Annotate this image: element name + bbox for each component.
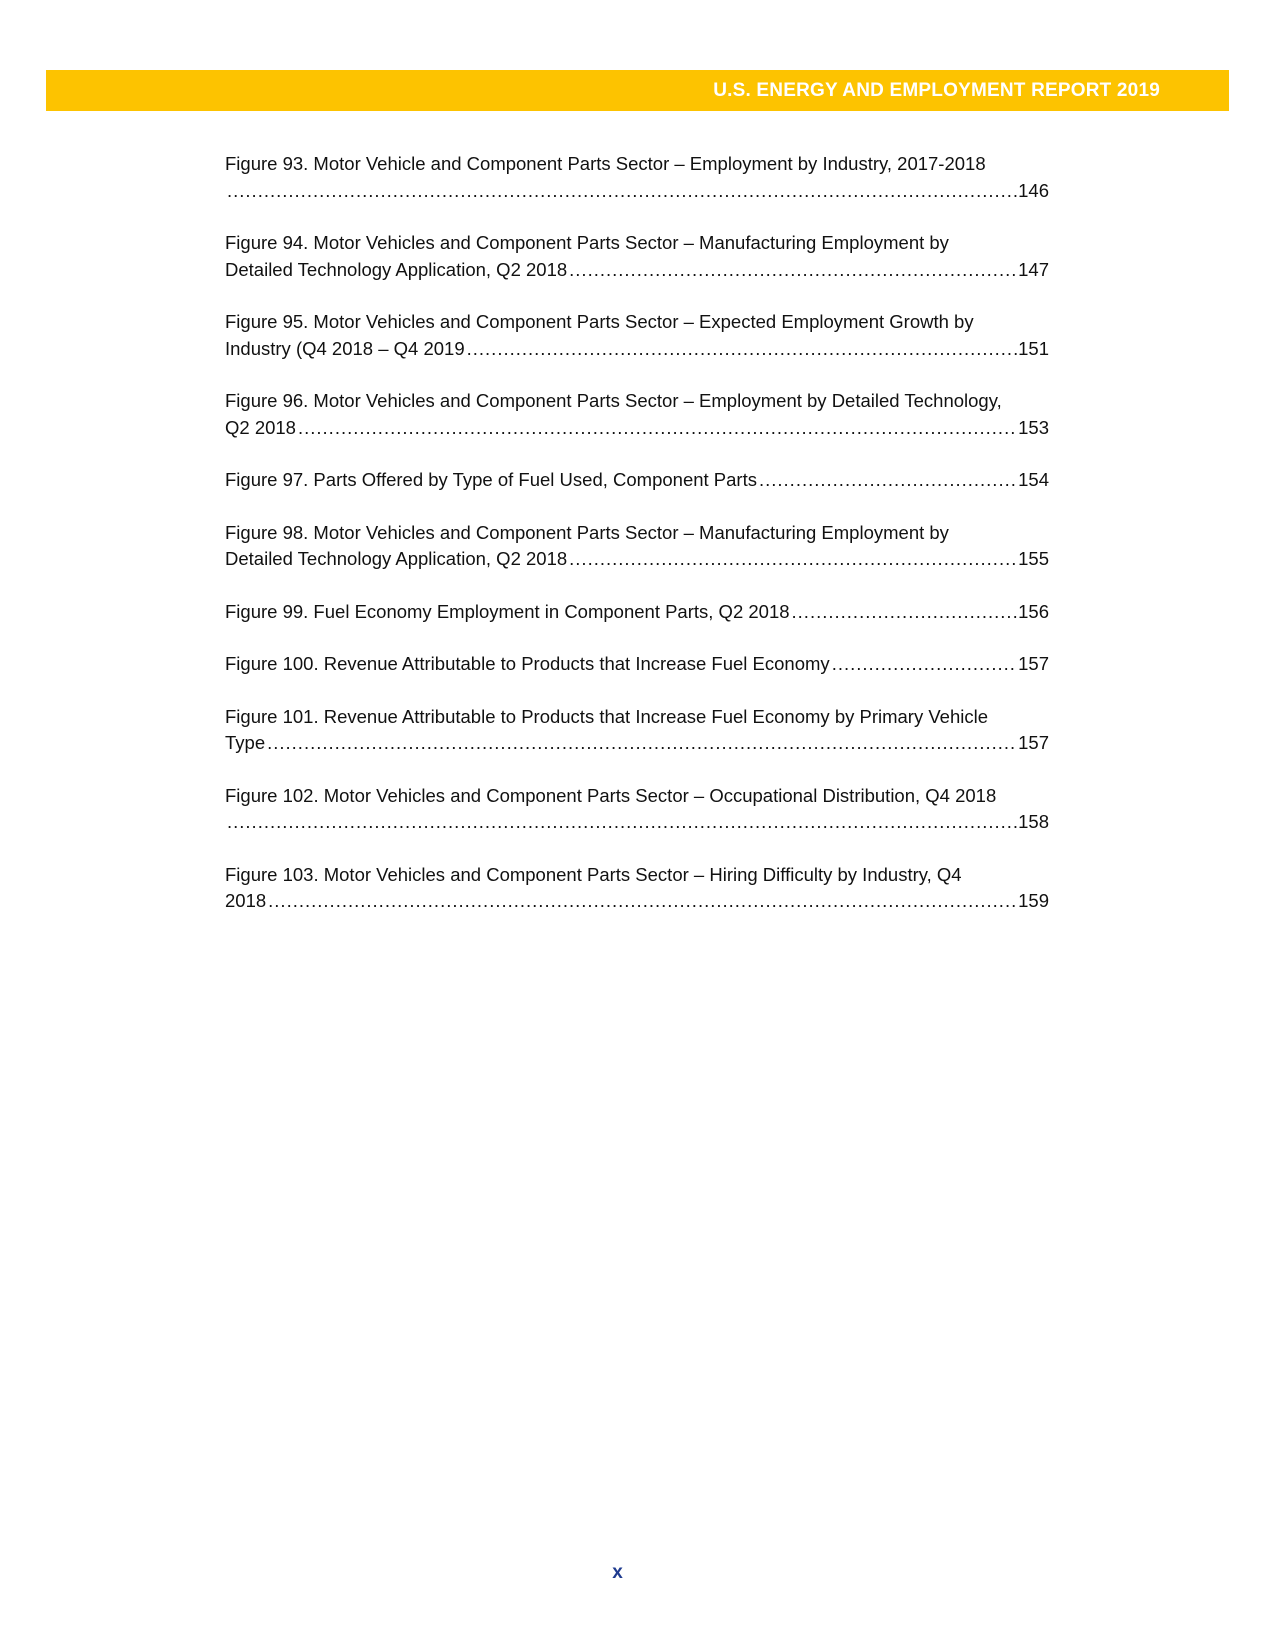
dot-leader — [569, 257, 1017, 284]
toc-entry-title-continued: Figure 97. Parts Offered by Type of Fuel Used, Component Parts — [225, 469, 757, 490]
toc-entry-page-number[interactable]: 158 — [1018, 811, 1049, 832]
toc-entry-title: Figure 93. Motor Vehicle and Component Parts Sector – Employment by Industry, 2017-2018 — [225, 153, 986, 174]
toc-entry[interactable] — [225, 783, 1049, 836]
toc-entry-title: Figure 95. Motor Vehicles and Component Parts Sector – Expected Employment Growth by — [225, 311, 974, 332]
toc-entry-title: Figure 101. Revenue Attributable to Products that Increase Fuel Economy by Primary Vehicle — [225, 705, 989, 727]
toc-entry[interactable] — [225, 151, 1049, 204]
page-number: x — [612, 1562, 623, 1583]
toc-entry-leader-line — [225, 467, 1049, 494]
toc-entry-leader-line — [225, 809, 1049, 836]
toc-entry-title-continued: Figure 100. Revenue Attributable to Products that Increase Fuel Economy — [225, 653, 830, 674]
dot-leader — [569, 546, 1017, 573]
toc-entry-page-number[interactable]: 159 — [1018, 890, 1049, 911]
dot-leader — [298, 415, 1017, 442]
toc-entry[interactable] — [225, 651, 1049, 678]
toc-entry-page-number[interactable]: 157 — [1018, 732, 1049, 753]
toc-entry-leader-line — [225, 257, 1049, 284]
toc-entry-leader-line — [225, 651, 1049, 678]
toc-entry-leader-line — [225, 599, 1049, 626]
toc-entry[interactable] — [225, 704, 1049, 757]
toc-entry[interactable] — [225, 230, 1049, 283]
dot-leader — [832, 651, 1017, 678]
toc-entry-page-number[interactable]: 155 — [1018, 548, 1049, 569]
toc-entry[interactable] — [225, 388, 1049, 441]
toc-entry-title: Figure 102. Motor Vehicles and Component Parts Sector – Occupational Distribution, Q4 2018 — [225, 784, 997, 806]
toc-entry[interactable] — [225, 599, 1049, 626]
dot-leader — [792, 599, 1018, 626]
toc-entry-leader-line — [225, 415, 1049, 442]
toc-entry-page-number[interactable]: 151 — [1018, 337, 1049, 359]
toc-entry-title-continued: Type — [225, 732, 266, 753]
toc-entry[interactable] — [225, 520, 1049, 573]
toc-entry-title-continued: 2018 — [225, 890, 267, 911]
toc-entry-page-number[interactable]: 153 — [1018, 416, 1049, 438]
toc-entry-leader-line — [225, 546, 1049, 573]
toc-entry-page-number[interactable]: 156 — [1018, 600, 1049, 622]
toc-entry-title-continued: Industry (Q4 2018 – Q4 2019 — [225, 337, 465, 359]
toc-entry-page-number[interactable]: 147 — [1018, 258, 1049, 280]
toc-entry-page-number[interactable]: 154 — [1018, 469, 1049, 490]
table-of-figures — [225, 151, 1049, 941]
toc-entry-leader-line — [225, 336, 1049, 363]
dot-leader — [268, 888, 1017, 915]
report-title: U.S. ENERGY AND EMPLOYMENT REPORT 2019 — [713, 80, 1160, 101]
toc-entry-title: Figure 103. Motor Vehicles and Component Parts Sector – Hiring Difficulty by Industry, Q4 — [225, 863, 962, 885]
toc-entry[interactable] — [225, 309, 1049, 362]
toc-entry-leader-line — [225, 178, 1049, 205]
toc-entry-page-number[interactable]: 157 — [1018, 653, 1049, 674]
toc-entry-title-continued: Detailed Technology Application, Q2 2018 — [225, 258, 568, 280]
toc-entry-title: Figure 94. Motor Vehicles and Component Parts Sector – Manufacturing Employment by — [225, 232, 949, 253]
header-band — [46, 70, 1229, 111]
dot-leader — [227, 178, 1017, 205]
dot-leader — [759, 467, 1017, 494]
toc-entry-page-number[interactable]: 146 — [1018, 179, 1049, 201]
toc-entry-title-continued: Q2 2018 — [225, 416, 296, 438]
toc-entry[interactable] — [225, 467, 1049, 494]
toc-entry-title-continued: Figure 99. Fuel Economy Employment in Component Parts, Q2 2018 — [225, 600, 790, 622]
toc-entry-leader-line — [225, 730, 1049, 757]
dot-leader — [467, 336, 1018, 363]
dot-leader — [227, 809, 1017, 836]
toc-entry-leader-line — [225, 888, 1049, 915]
toc-entry-title: Figure 98. Motor Vehicles and Component Parts Sector – Manufacturing Employment by — [225, 521, 949, 543]
dot-leader — [267, 730, 1017, 757]
toc-entry-title: Figure 96. Motor Vehicles and Component Parts Sector – Employment by Detailed Technology, — [225, 390, 1002, 411]
toc-entry[interactable] — [225, 862, 1049, 915]
toc-entry-title-continued: Detailed Technology Application, Q2 2018 — [225, 548, 568, 569]
